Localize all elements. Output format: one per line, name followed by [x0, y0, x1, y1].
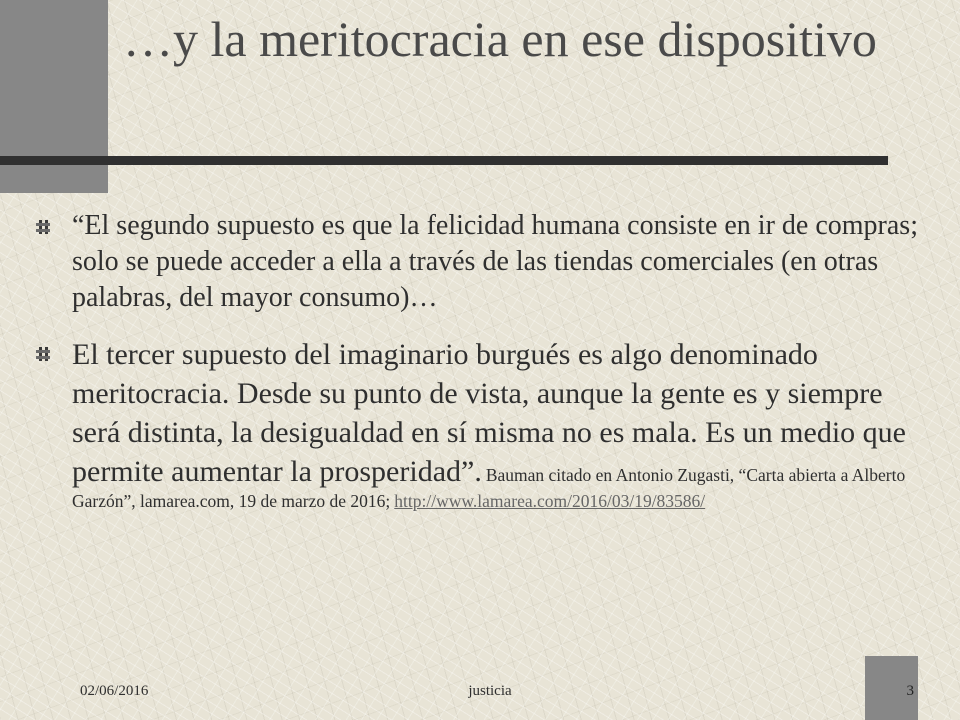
bullet-text: “El segundo supuesto es que la felicidad humana consiste en ir de compras; solo se puede acceder a ella a través de las tiendas comerciales (en otras palabras, del mayor consumo)… — [72, 210, 918, 313]
list-item — [34, 335, 924, 512]
slide-number-box — [865, 656, 918, 720]
bullet-list — [34, 208, 924, 512]
decorative-horizontal-bar — [0, 156, 888, 165]
list-item — [34, 208, 924, 316]
citation-link[interactable]: http://www.lamarea.com/2016/03/19/83586/ — [394, 491, 706, 511]
citation-text: Bauman citado en Antonio Zugasti, “Carta abierta a Alberto Garzón”, lamarea.com, 19 de marzo de 2016; — [72, 465, 906, 511]
slide-number: 3 — [906, 683, 914, 699]
hash-bullet-icon — [36, 220, 50, 234]
bullet-text: El tercer supuesto del imaginario burgués es algo denominado meritocracia. Desde su punto de vista, aunque la gente es y siempre será distinta, la desigualdad en sí misma no es mala. Es un medio que permite aumentar la prosperidad”. — [72, 338, 906, 488]
footer-date: 02/06/2016 — [80, 683, 149, 699]
slide-title: …y la meritocracia en ese dispositivo — [123, 11, 877, 67]
footer-label: justicia — [468, 683, 512, 699]
hash-bullet-icon — [36, 347, 50, 361]
